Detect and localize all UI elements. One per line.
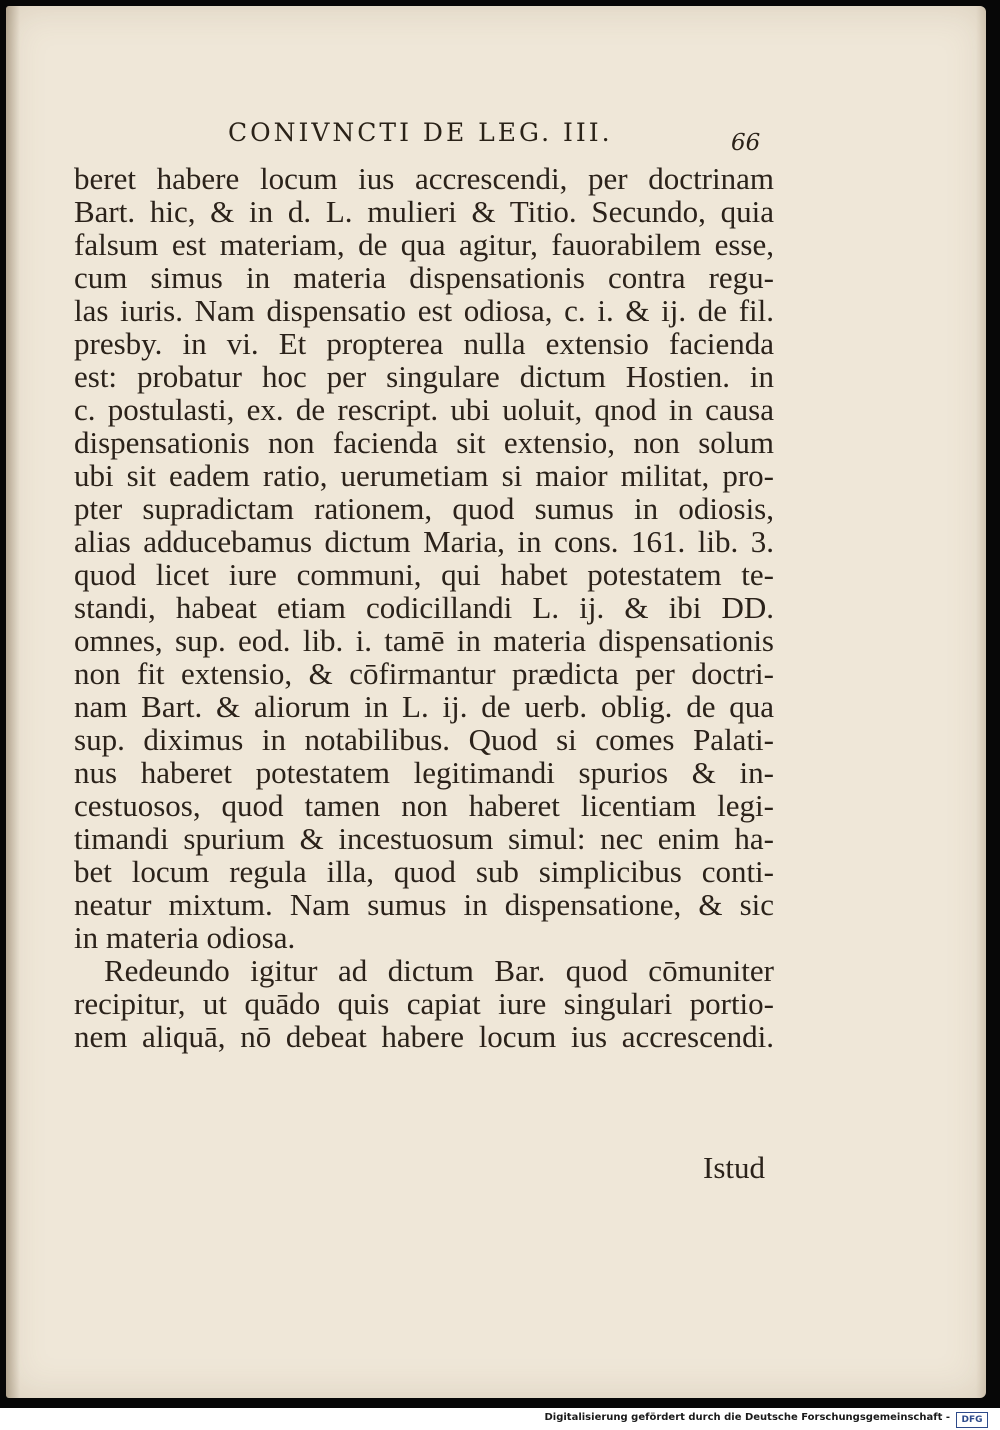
text-line: las iuris. Nam dispensatio est odiosa, c. i. & ij. de fil. — [74, 293, 774, 328]
text-line: non fit extensio, & cōfirmantur prædicta per doctri- — [74, 656, 774, 691]
text-line: Bart. hic, & in d. L. mulieri & Titio. Secundo, quia — [74, 194, 774, 229]
text-line: recipitur, ut quādo quis capiat iure singulari portio- — [74, 986, 774, 1021]
page-number: 66 — [731, 130, 761, 156]
text-line: cestuosos, quod tamen non haberet licentiam legi- — [74, 788, 774, 823]
digitization-footer — [0, 1408, 1000, 1430]
body-text — [74, 162, 774, 1053]
catchword: Istud — [703, 1150, 765, 1185]
text-line: falsum est materiam, de qua agitur, fauorabilem esse, — [74, 227, 774, 262]
text-line: alias adducebamus dictum Maria, in cons. 161. lib. 3. — [74, 524, 774, 559]
text-line: standi, habeat etiam codicillandi L. ij. & ibi DD. — [74, 590, 774, 625]
text-line: omnes, sup. eod. lib. i. tamē in materia dispensationis — [74, 623, 774, 658]
text-line: nem aliquā, nō debeat habere locum ius accrescendi. — [74, 1019, 774, 1054]
text-line: c. postulasti, ex. de rescript. ubi uoluit, qnod in causa — [74, 392, 774, 427]
text-line: sup. diximus in notabilibus. Quod si comes Palati- — [74, 722, 774, 757]
text-line: cum simus in materia dispensationis contra regu- — [74, 260, 774, 295]
text-line: quod licet iure communi, qui habet potestatem te- — [74, 557, 774, 592]
text-line: nam Bart. & aliorum in L. ij. de uerb. oblig. de qua — [74, 689, 774, 724]
text-line: dispensationis non facienda sit extensio, non solum — [74, 425, 774, 460]
running-head: CONIVNCTI DE LEG. III. — [228, 118, 613, 147]
funding-credit: Digitalisierung gefördert durch die Deutsche Forschungsgemeinschaft - — [544, 1412, 950, 1423]
text-line: timandi spurium & incestuosum simul: nec enim ha- — [74, 821, 774, 856]
text-line: est: probatur hoc per singulare dictum Hostien. in — [74, 359, 774, 394]
dfg-logo-icon: DFG — [956, 1412, 988, 1428]
text-line: ubi sit eadem ratio, uerumetiam si maior militat, pro- — [74, 458, 774, 493]
text-line: beret habere locum ius accrescendi, per doctrinam — [74, 161, 774, 196]
text-line: bet locum regula illa, quod sub simplicibus conti- — [74, 854, 774, 889]
text-line: neatur mixtum. Nam sumus in dispensatione, & sic — [74, 887, 774, 922]
text-line: nus haberet potestatem legitimandi spurios & in- — [74, 755, 774, 790]
text-line: in materia odiosa. — [74, 920, 296, 955]
book-page — [6, 6, 986, 1398]
text-line: pter supradictam rationem, quod sumus in odiosis, — [74, 491, 774, 526]
text-line: presby. in vi. Et propterea nulla extensio facienda — [74, 326, 774, 361]
paragraph-start-line: Redeundo igitur ad dictum Bar. quod cōmuniter — [104, 953, 774, 988]
